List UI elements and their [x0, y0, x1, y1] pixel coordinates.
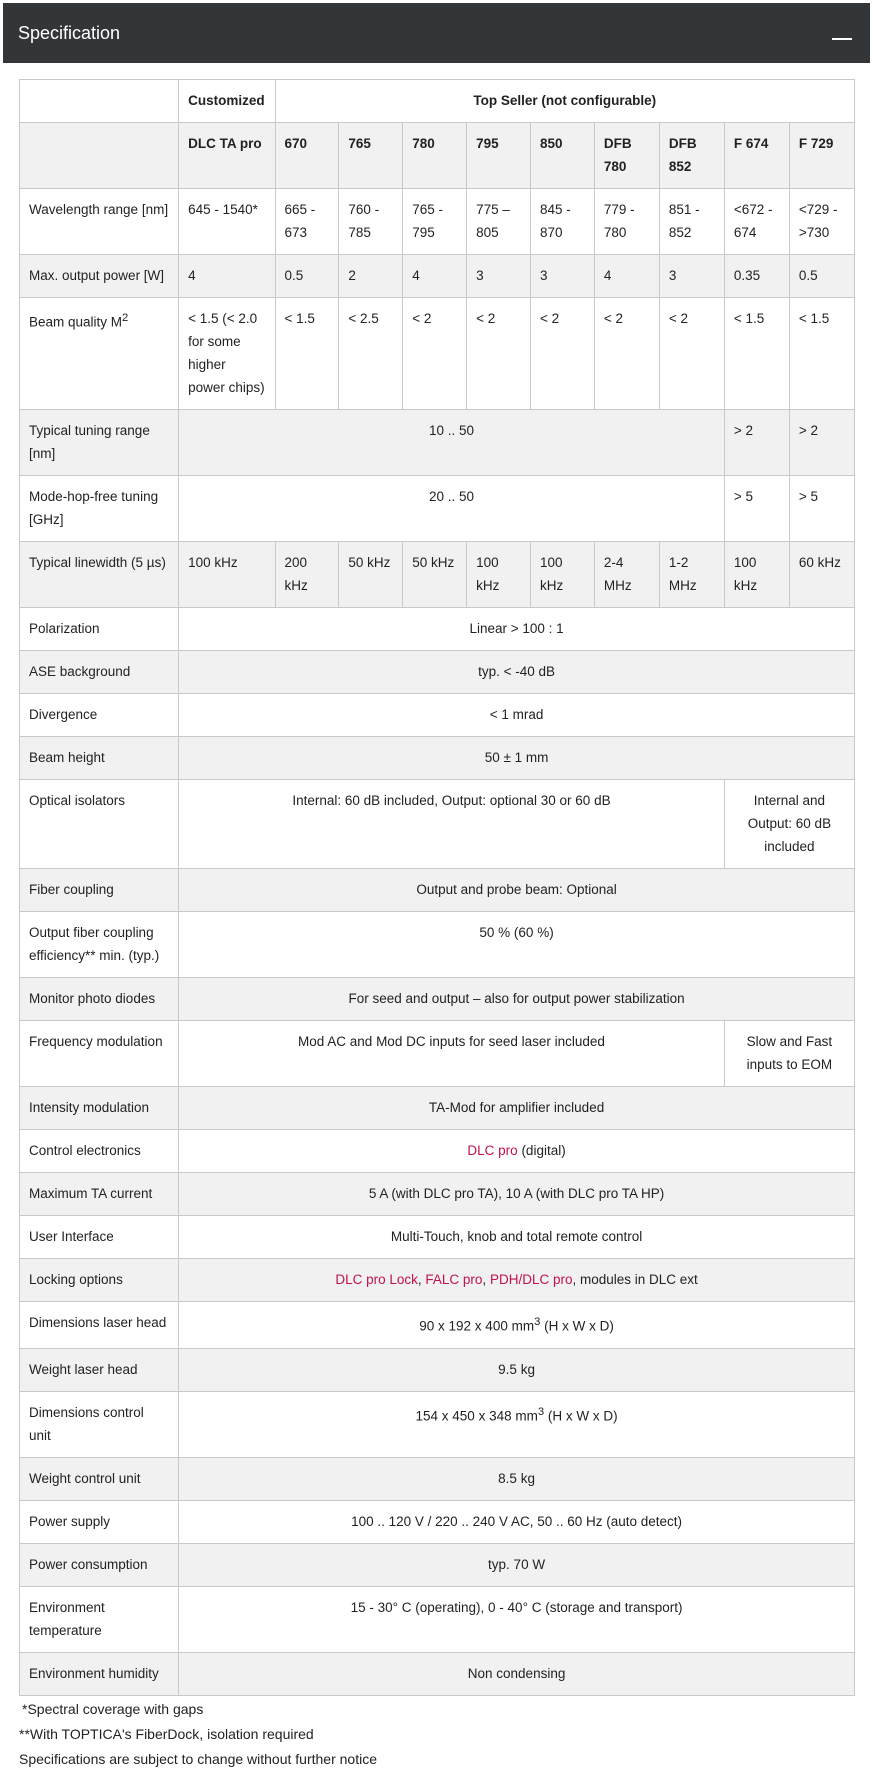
table-cell: 3	[659, 255, 724, 298]
pdh-dlc-pro-link[interactable]: PDH/DLC pro	[489, 1272, 573, 1287]
footnote: Specifications are subject to change without further notice	[19, 1750, 377, 1767]
table-cell: typ. 70 W	[179, 1543, 855, 1586]
table-row-power-supply	[20, 1500, 855, 1543]
cell-text: (H x W x D)	[544, 1408, 618, 1423]
dlc-pro-link[interactable]: DLC pro	[467, 1143, 518, 1158]
row-label: Typical linewidth (5 µs)	[20, 542, 179, 608]
model-header: F 674	[724, 123, 789, 189]
table-cell: 50 kHz	[403, 542, 467, 608]
row-label: Wavelength range [nm]	[20, 189, 179, 255]
table-cell: < 2	[403, 298, 467, 410]
table-row-locking	[20, 1259, 855, 1302]
row-label	[20, 298, 179, 410]
superscript: 3	[537, 1405, 545, 1418]
table-header-empty	[20, 80, 179, 123]
table-row-linewidth	[20, 542, 855, 608]
table-row-divergence	[20, 694, 855, 737]
row-label: Fiber coupling	[20, 869, 179, 912]
table-cell: <672 - 674	[724, 189, 789, 255]
row-label: Dimensions control unit	[20, 1391, 179, 1457]
table-cell: Non condensing	[179, 1652, 855, 1695]
row-label: Environment temperature	[20, 1586, 179, 1652]
row-label: Maximum TA current	[20, 1173, 179, 1216]
table-cell: 100 kHz	[179, 542, 275, 608]
table-cell: typ. < -40 dB	[179, 651, 855, 694]
table-cell: Mod AC and Mod DC inputs for seed laser included	[179, 1021, 725, 1087]
table-row-weight-control	[20, 1457, 855, 1500]
model-header: 780	[403, 123, 467, 189]
superscript: 3	[534, 1316, 541, 1328]
table-cell: > 2	[789, 410, 854, 476]
row-label: ASE background	[20, 651, 179, 694]
table-cell: 100 kHz	[531, 542, 595, 608]
table-cell	[179, 1391, 855, 1457]
table-cell: 851 - 852	[659, 189, 724, 255]
table-cell: < 1.5	[724, 298, 789, 410]
row-label-text: Beam quality M	[29, 314, 123, 330]
table-row-mode-hop	[20, 476, 855, 542]
table-cell: < 1.5	[789, 298, 854, 410]
row-label: Monitor photo diodes	[20, 978, 179, 1021]
table-cell: < 2	[594, 298, 659, 410]
row-label: User Interface	[20, 1216, 179, 1259]
table-cell: Output and probe beam: Optional	[179, 869, 855, 912]
table-row-beam-quality	[20, 298, 855, 410]
table-cell: 2-4 MHz	[594, 542, 659, 608]
row-label: Output fiber coupling efficiency** min. (typ.)	[20, 912, 179, 978]
cell-text: 90 x 192 x 400 mm	[419, 1318, 535, 1334]
model-header: 850	[531, 123, 595, 189]
table-cell: 3	[531, 255, 595, 298]
table-cell	[179, 1302, 855, 1349]
cell-text: 154 x 450 x 348 mm	[415, 1408, 538, 1423]
table-cell: 4	[403, 255, 467, 298]
row-label: Beam height	[20, 737, 179, 780]
table-cell: < 2.5	[339, 298, 403, 410]
table-cell: < 2	[659, 298, 724, 410]
table-cell: < 2	[467, 298, 531, 410]
table-cell: 4	[179, 255, 275, 298]
row-label: Environment humidity	[20, 1652, 179, 1695]
table-cell: 60 kHz	[789, 542, 854, 608]
cell-text: (digital)	[517, 1143, 566, 1158]
table-cell: > 2	[724, 410, 789, 476]
table-row-dim-control	[20, 1391, 855, 1457]
model-header: DLC TA pro	[179, 123, 275, 189]
table-row-intensity-mod	[20, 1087, 855, 1130]
row-label: Power consumption	[20, 1543, 179, 1586]
table-cell: < 1.5	[275, 298, 339, 410]
table-row-ui	[20, 1216, 855, 1259]
table-row-polarization	[20, 608, 855, 651]
table-cell: 765 - 795	[403, 189, 467, 255]
model-header: DFB 852	[659, 123, 724, 189]
panel-title: Specification	[18, 22, 121, 43]
table-cell	[179, 1259, 855, 1302]
table-cell: 4	[594, 255, 659, 298]
row-label: Locking options	[20, 1259, 179, 1302]
table-row-monitor	[20, 978, 855, 1021]
dlc-pro-lock-link[interactable]: DLC pro Lock	[335, 1272, 418, 1287]
table-cell: 50 % (60 %)	[179, 912, 855, 978]
column-group-top-seller: Top Seller (not configurable)	[275, 80, 855, 123]
table-cell: 8.5 kg	[179, 1457, 855, 1500]
table-cell: Multi-Touch, knob and total remote control	[179, 1216, 855, 1259]
table-row-tuning-range	[20, 410, 855, 476]
table-row-control	[20, 1130, 855, 1173]
footnote: *Spectral coverage with gaps	[22, 1700, 204, 1717]
footnote: **With TOPTICA's FiberDock, isolation required	[19, 1725, 314, 1742]
table-row-wavelength	[20, 189, 855, 255]
table-cell	[179, 1130, 855, 1173]
row-label: Intensity modulation	[20, 1087, 179, 1130]
footnotes	[0, 1697, 873, 1772]
superscript: 2	[122, 312, 129, 324]
model-header: 670	[275, 123, 339, 189]
table-cell: 50 ± 1 mm	[179, 737, 855, 780]
table-cell: 0.5	[275, 255, 339, 298]
table-cell: > 5	[724, 476, 789, 542]
spec-panel	[0, 63, 873, 1696]
row-label: Frequency modulation	[20, 1021, 179, 1087]
row-label: Power supply	[20, 1500, 179, 1543]
table-cell: Slow and Fast inputs to EOM	[724, 1021, 854, 1087]
table-row-env-humidity	[20, 1652, 855, 1695]
cell-text: , modules in DLC ext	[572, 1272, 698, 1287]
table-row-fiber-efficiency	[20, 912, 855, 978]
table-cell: 0.35	[724, 255, 789, 298]
row-label: Max. output power [W]	[20, 255, 179, 298]
model-header: F 729	[789, 123, 854, 189]
table-cell: 845 - 870	[531, 189, 595, 255]
table-cell: 20 .. 50	[179, 476, 725, 542]
row-label: Mode-hop-free tuning [GHz]	[20, 476, 179, 542]
table-cell: < 2	[531, 298, 595, 410]
table-cell: < 1.5 (< 2.0 for some higher power chips)	[179, 298, 275, 410]
falc-pro-link[interactable]: FALC pro	[425, 1272, 483, 1287]
table-cell: 645 - 1540*	[179, 189, 275, 255]
table-cell: Internal: 60 dB included, Output: optional 30 or 60 dB	[179, 780, 725, 869]
table-cell: Internal and Output: 60 dB included	[724, 780, 854, 869]
table-cell: 200 kHz	[275, 542, 339, 608]
table-cell: 779 - 780	[594, 189, 659, 255]
table-cell: 9.5 kg	[179, 1348, 855, 1391]
table-cell: 15 - 30° C (operating), 0 - 40° C (storage and transport)	[179, 1586, 855, 1652]
table-cell: 0.5	[789, 255, 854, 298]
table-cell: 3	[467, 255, 531, 298]
table-cell: 1-2 MHz	[659, 542, 724, 608]
row-label: Weight control unit	[20, 1457, 179, 1500]
cell-text: (H x W x D)	[540, 1318, 614, 1334]
table-cell: 100 kHz	[467, 542, 531, 608]
model-header: 765	[339, 123, 403, 189]
table-cell: TA-Mod for amplifier included	[179, 1087, 855, 1130]
row-label: Polarization	[20, 608, 179, 651]
column-group-customized: Customized	[179, 80, 275, 123]
table-row-beam-height	[20, 737, 855, 780]
table-header-row	[20, 80, 855, 123]
row-label: Divergence	[20, 694, 179, 737]
table-row-env-temp	[20, 1586, 855, 1652]
table-cell: Linear > 100 : 1	[179, 608, 855, 651]
table-model-row	[20, 123, 855, 189]
table-row-isolators	[20, 780, 855, 869]
row-label: Typical tuning range [nm]	[20, 410, 179, 476]
table-cell: 760 - 785	[339, 189, 403, 255]
table-header-empty	[20, 123, 179, 189]
table-row-freq-mod	[20, 1021, 855, 1087]
table-cell: 50 kHz	[339, 542, 403, 608]
model-header: DFB 780	[594, 123, 659, 189]
table-row-dim-head	[20, 1302, 855, 1349]
table-cell: 665 - 673	[275, 189, 339, 255]
spec-table	[19, 79, 855, 1696]
table-row-fiber-coupling	[20, 869, 855, 912]
table-row-power	[20, 255, 855, 298]
table-cell: 100 kHz	[724, 542, 789, 608]
table-cell: 10 .. 50	[179, 410, 725, 476]
model-header: 795	[467, 123, 531, 189]
spec-panel-header[interactable]	[3, 3, 870, 63]
table-cell: > 5	[789, 476, 854, 542]
row-label: Dimensions laser head	[20, 1302, 179, 1349]
table-cell: 775 – 805	[467, 189, 531, 255]
table-row-weight-head	[20, 1348, 855, 1391]
table-cell: < 1 mrad	[179, 694, 855, 737]
table-cell: 100 .. 120 V / 220 .. 240 V AC, 50 .. 60 Hz (auto detect)	[179, 1500, 855, 1543]
row-label: Control electronics	[20, 1130, 179, 1173]
row-label: Optical isolators	[20, 780, 179, 869]
table-row-ase	[20, 651, 855, 694]
table-cell: <729 - >730	[789, 189, 854, 255]
separator: ,	[417, 1272, 426, 1287]
table-cell: For seed and output – also for output power stabilization	[179, 978, 855, 1021]
row-label: Weight laser head	[20, 1348, 179, 1391]
collapse-icon[interactable]	[832, 38, 852, 40]
table-row-ta-current	[20, 1173, 855, 1216]
table-cell: 5 A (with DLC pro TA), 10 A (with DLC pro TA HP)	[179, 1173, 855, 1216]
table-cell: 2	[339, 255, 403, 298]
table-row-power-consumption	[20, 1543, 855, 1586]
separator: ,	[482, 1272, 490, 1287]
